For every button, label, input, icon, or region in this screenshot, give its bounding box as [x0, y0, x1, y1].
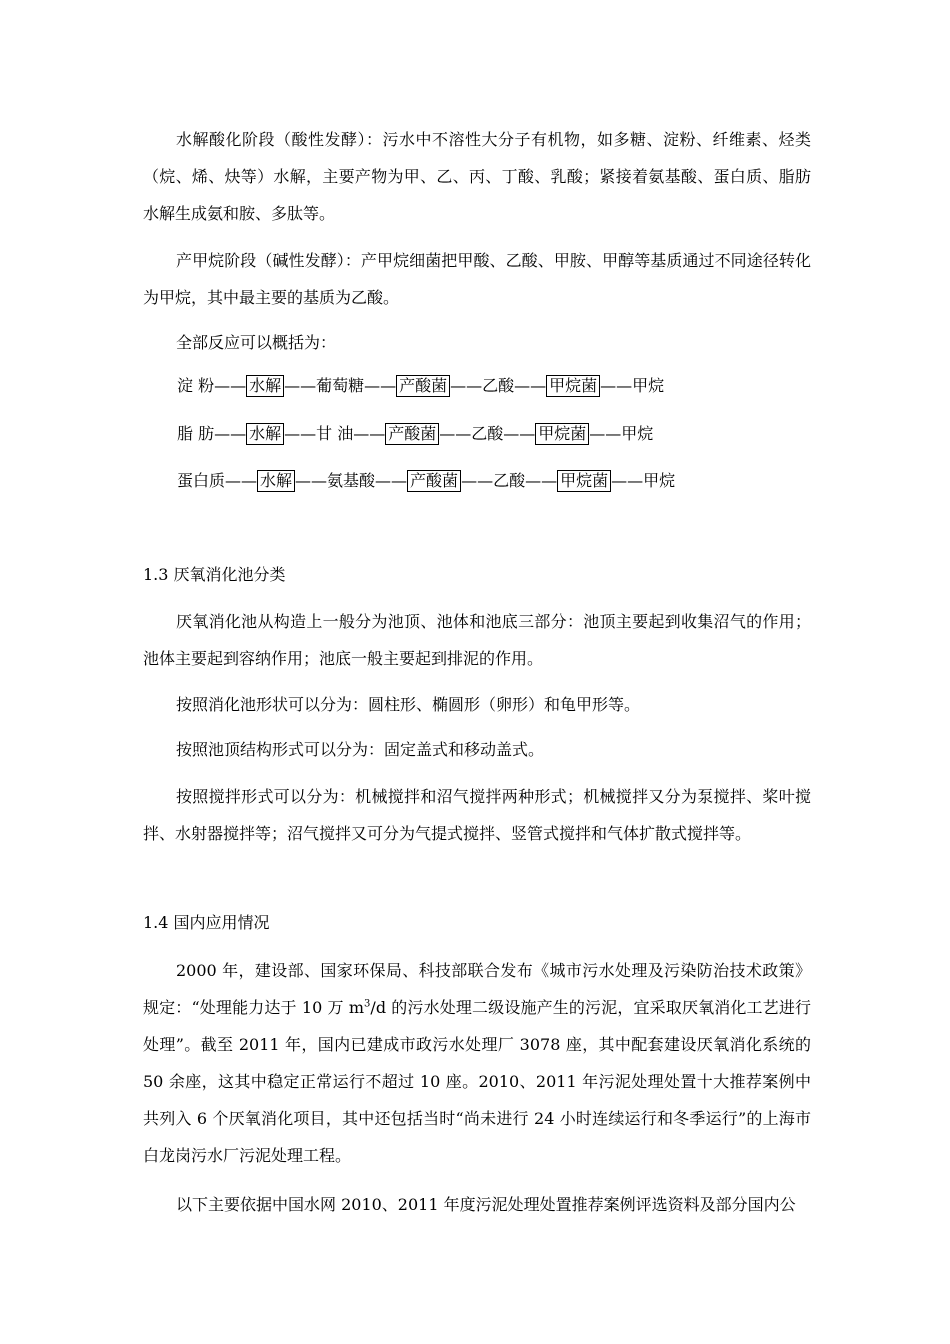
- reaction-substrate: 淀 粉: [177, 376, 215, 395]
- reaction-step-box: 甲烷菌: [535, 423, 589, 445]
- paragraph-digester-structure: 厌氧消化池从构造上一般分为池顶、池体和池底三部分：池顶主要起到收集沼气的作用；池体主要起到容纳作用；池底一般主要起到排泥的作用。: [143, 612, 811, 668]
- superscript: 3: [364, 998, 371, 1010]
- reaction-step-box: 水解: [246, 375, 284, 397]
- reaction-arrow: ——: [225, 471, 258, 490]
- reaction-substrate: 蛋白质: [177, 471, 226, 490]
- reaction-intermediate: 氨基酸: [327, 471, 376, 490]
- reaction-step-box: 水解: [246, 423, 284, 445]
- reaction-arrow: ——: [284, 376, 317, 395]
- reaction-substrate: 脂 肪: [177, 424, 215, 443]
- paragraph-domestic-application: [143, 952, 811, 1174]
- reaction-product: 甲烷: [632, 376, 665, 395]
- paragraph-hydrolysis: 水解酸化阶段（酸性发酵）：污水中不溶性大分子有机物，如多糖、淀粉、纤维素、烃类（烷、烯、炔等）水解，主要产物为甲、乙、丙、丁酸、乳酸；紧接着氨基酸、蛋白质、脂肪水解生成氨和胺、多肽等。: [143, 130, 811, 223]
- paragraph-digester-shape: 按照消化池形状可以分为：圆柱形、椭圆形（卵形）和龟甲形等。: [176, 695, 641, 714]
- reaction-arrow: ——: [461, 471, 494, 490]
- reaction-step-box: 水解: [257, 470, 295, 492]
- paragraph-cases-intro: 以下主要依据中国水网 2010、2011 年度污泥处理处置推荐案例评选资料及部分国内公: [176, 1195, 796, 1214]
- reaction-step-box: 产酸菌: [407, 470, 461, 492]
- reaction-line-fat: [177, 422, 653, 446]
- reaction-arrow: ——: [214, 376, 247, 395]
- reaction-line-starch: [177, 374, 664, 398]
- reaction-arrow: ——: [284, 424, 317, 443]
- reaction-product: 甲烷: [643, 471, 676, 490]
- reaction-arrow: ——: [353, 424, 386, 443]
- reaction-step-box: 甲烷菌: [557, 470, 611, 492]
- reaction-arrow: ——: [375, 471, 408, 490]
- paragraph-digester-roof: 按照池顶结构形式可以分为：固定盖式和移动盖式。: [176, 740, 545, 759]
- paragraph-digester-mixing: 按照搅拌形式可以分为：机械搅拌和沼气搅拌两种形式；机械搅拌又分为泵搅拌、桨叶搅拌、水射器搅拌等；沼气搅拌又可分为气提式搅拌、竖管式搅拌和气体扩散式搅拌等。: [143, 787, 811, 843]
- reaction-arrow: ——: [214, 424, 247, 443]
- reaction-arrow: ——: [525, 471, 558, 490]
- reaction-arrow: ——: [589, 424, 622, 443]
- reaction-arrow: ——: [611, 471, 644, 490]
- reaction-line-protein: [177, 469, 675, 493]
- reaction-step-box: 产酸菌: [396, 375, 450, 397]
- reaction-intermediate: 乙酸: [482, 376, 515, 395]
- reaction-arrow: ——: [450, 376, 483, 395]
- reaction-arrow: ——: [503, 424, 536, 443]
- reaction-intermediate: 甘 油: [316, 424, 354, 443]
- reaction-intermediate: 乙酸: [493, 471, 526, 490]
- reaction-arrow: ——: [514, 376, 547, 395]
- paragraph-summary: 全部反应可以概括为：: [176, 333, 337, 352]
- paragraph-text-part: 2000 年，建设部、国家环保局、科技部联合发布《城市污水处理及污染防治技术政策》规定：“处理能力达于 10 万 m: [143, 961, 811, 1017]
- paragraph-methane: 产甲烷阶段（碱性发酵）：产甲烷细菌把甲酸、乙酸、甲胺、甲醇等基质通过不同途径转化为甲烷，其中最主要的基质为乙酸。: [143, 251, 811, 307]
- section-heading-1-4: 1.4 国内应用情况: [143, 913, 270, 932]
- section-heading-1-3: 1.3 厌氧消化池分类: [143, 565, 286, 584]
- reaction-step-box: 产酸菌: [385, 423, 439, 445]
- reaction-arrow: ——: [600, 376, 633, 395]
- reaction-intermediate: 葡萄糖: [316, 376, 365, 395]
- reaction-intermediate: 乙酸: [471, 424, 504, 443]
- reaction-step-box: 甲烷菌: [546, 375, 600, 397]
- paragraph-text-part: /d 的污水处理二级设施产生的污泥，宜采取厌氧消化工艺进行处理”。截至 2011 年，国内已建成市政污水处理厂 3078 座，其中配套建设厌氧消化系统的 50 余座，这其中稳定正常运行不超过 10 座。2010、2011 年污泥处理处置十大推荐案例中共列入 6 个厌氧消化项目，其中还包括当时“尚未进行 24 小时连续运行和冬季运行”的上海市白龙岗污水厂污泥处理工程。: [143, 998, 811, 1165]
- reaction-arrow: ——: [295, 471, 328, 490]
- reaction-arrow: ——: [439, 424, 472, 443]
- reaction-product: 甲烷: [621, 424, 654, 443]
- reaction-arrow: ——: [364, 376, 397, 395]
